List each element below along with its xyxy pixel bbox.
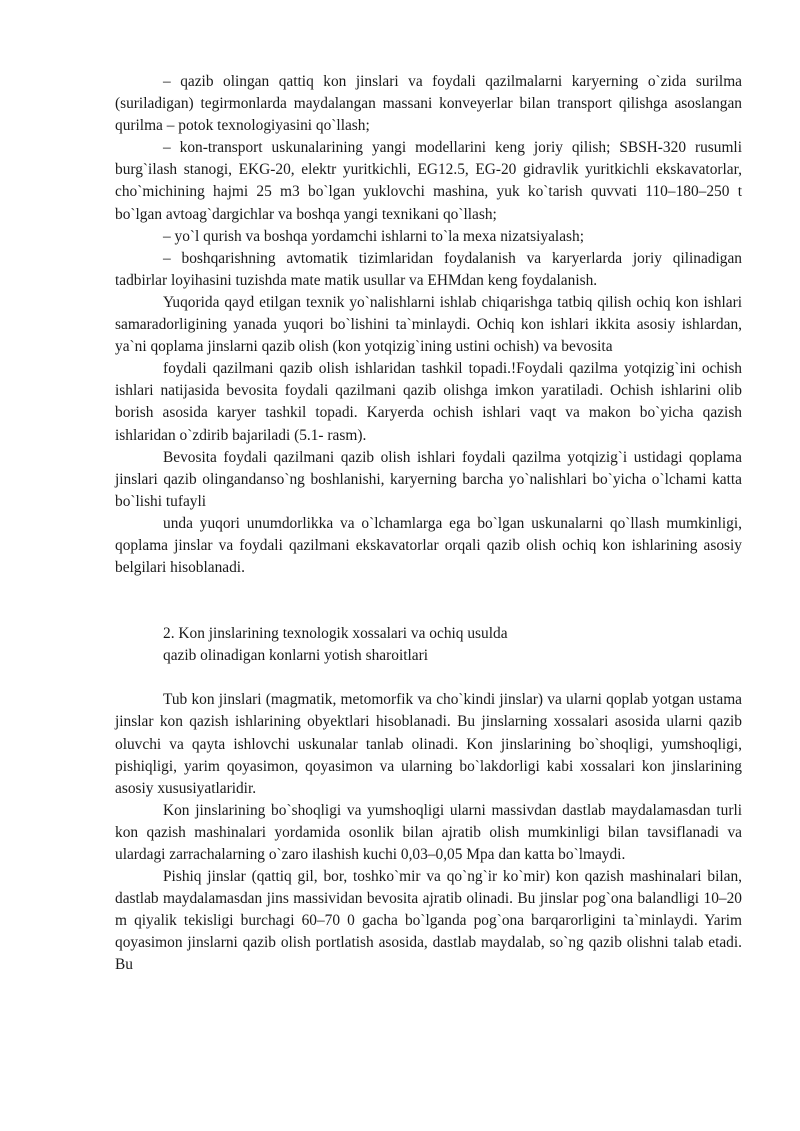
body-text-bottom (115, 689, 742, 976)
paragraph: – boshqarishning avtomatik tizimlaridan foydalanish va karyerlarda joriy qilinadigan tadbirlar loyihasini tuzishda mate matik usullar va EHMdan keng foydalanish. (115, 249, 742, 289)
paragraph: Tub kon jinslari (magmatik, metomorfik va cho`kindi jinslar) va ularni qoplab yotgan ustama jinslar kon qazish ishlarining obyektlari hisoblanadi. Bu jinslarning xossalari asosida ularni qazib oluvchi va qayta ishlovchi uskunalar tanlab olinadi. Kon jinslarining bo`shoqligi, yumshoqligi, pishiqligi, yarim qoyasimon, qoyasimon va ularning bo`lakdorligi kabi xossalari kon jinslarining asosiy xususiyatlaridir. (115, 691, 742, 797)
paragraph: – yo`l qurish va boshqa yordamchi ishlarni to`la mexa nizatsiyalash; (163, 227, 585, 245)
paragraph: – kon-transport uskunalarining yangi modellarini keng joriy qilish; SBSH-320 rusumli burg`ilash stanogi, EKG-20, elektr yuritkichli, EG12.5, EG-20 gidravlik yuritkichli ekskavatorlar, cho`michining hajmi 25 m3 bo`lgan yuklovchi mashina, yuk ko`tarish quvvati 110–180–250 t bo`lgan avtoag`dargichlar va boshqa yangi texnikani qo`llash; (115, 139, 742, 223)
section-heading (115, 623, 742, 667)
paragraph: foydali qazilmani qazib olish ishlaridan tashkil topadi.!Foydali qazilma yotqizig`ini ochish ishlari natijasida bevosita foydali qazilmani qazib olishga imkon yaratiladi. Ochish ishlarini olib borish asosida karyer tashkil topadi. Karyerda ochish ishlari vaqt va makon bo`yicha qazish ishlaridan o`zdirib bajariladi (5.1- rasm). (115, 360, 742, 444)
paragraph: unda yuqori unumdorlikka va o`lchamlarga ega bo`lgan uskunalarni qo`llash mumkinligi, qoplama jinslar va foydali qazilmani ekskavatorlar orqali qazib olish ochiq kon ishlarining asosiy belgilari hisoblanadi. (115, 514, 742, 577)
paragraph: Pishiq jinslar (qattiq gil, bor, toshko`mir va qo`ng`ir ko`mir) kon qazish mashinalari bilan, dastlab maydalamasdan jins massividan bevosita ajratib olinadi. Bu jinslar pog`ona balandligi 10–20 m qiyalik tekisligi burchagi 60–70 0 gacha bo`lganda pog`ona barqarorligini ta`minlaydi. Yarim qoyasimon jinslarni qazib olish portlatish asosida, dastlab maydalab, so`ng qazib olishni talab etadi. Bu (115, 868, 742, 974)
section-heading-line-1: 2. Kon jinslarining texnologik xossalari va ochiq usulda (163, 625, 508, 643)
paragraph: – qazib olingan qattiq kon jinslari va foydali qazilmalarni karyerning o`zida surilma (suriladigan) tegirmonlarda maydalangan massani konveyerlar bilan transport qilishga asoslangan qurilma – potok texnologiyasini qo`llash; (115, 73, 742, 135)
paragraph: Yuqorida qayd etilgan texnik yo`nalishlarni ishlab chiqarishga tatbiq qilish ochiq kon ishlari samaradorligining yanada yuqori bo`lishini ta`minlaydi. Ochiq kon ishlari ikkita asosiy ishlardan, ya`ni qoplama jinslarni qazib olish (kon yotqizig`ining ustini ochish) va bevosita (115, 293, 742, 356)
paragraph: Kon jinslarining bo`shoqligi va yumshoqligi ularni massivdan dastlab maydalamasdan turli kon qazish mashinalari yordamida osonlik bilan ajratib olish mumkinligi bilan tavsiflanadi va ulardagi zarrachalarning o`zaro ilashish kuchi 0,03–0,05 Mpa dan katta bo`lmaydi. (115, 801, 742, 863)
section-heading-line-2: qazib olinadigan konlarni yotish sharoitlari (163, 647, 428, 665)
body-text-top (115, 71, 742, 579)
paragraph: Bevosita foydali qazilmani qazib olish ishlari foydali qazilma yotqizig`i ustidagi qoplama jinslari qazib olingandanso`ng boshlanishi, karyerning barcha yo`nalishlari bo`yicha o`lchami katta bo`lishi tufayli (115, 448, 742, 510)
